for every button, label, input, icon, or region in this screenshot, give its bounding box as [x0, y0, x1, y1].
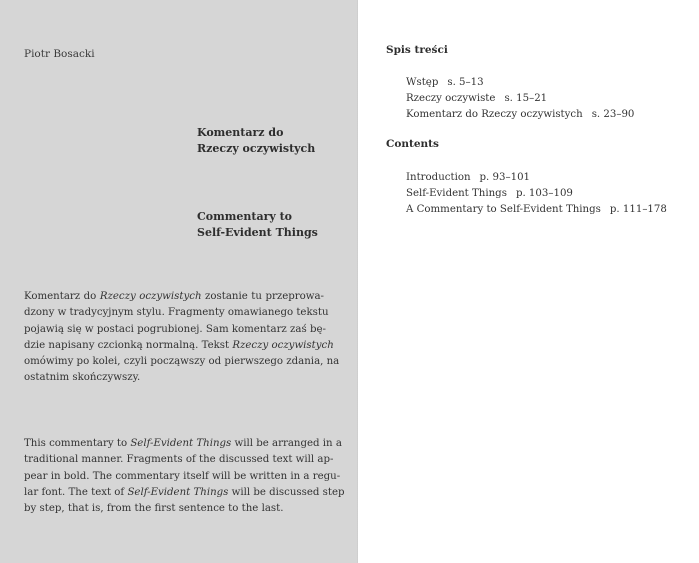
- toc-entry-pages: p. 103–109: [515, 188, 573, 199]
- italic-text-run: Self-Evident Things: [127, 486, 229, 498]
- toc-entry-title: A Commentary to Self-Evident Things: [406, 204, 601, 215]
- paragraph-line: pear in bold. The commentary itself will be written in a regu-: [24, 470, 341, 482]
- english-title-line-2: Self-Evident Things: [197, 226, 318, 239]
- toc-entry-title: Komentarz do Rzeczy oczywistych: [406, 109, 583, 120]
- toc-entry-pages: s. 23–90: [591, 109, 635, 120]
- paragraph-line: omówimy po kolei, czyli począwszy od pierwszego zdania, na: [24, 356, 340, 368]
- toc-heading-polish: Spis treści: [386, 44, 448, 56]
- toc-entry[interactable]: [406, 202, 667, 218]
- text-run: will be discussed step: [228, 486, 345, 498]
- toc-entry-title: Rzeczy oczywiste: [406, 93, 496, 104]
- english-title-line-1: Commentary to: [197, 210, 293, 223]
- toc-heading-english: Contents: [386, 138, 439, 150]
- paragraph-line: [24, 436, 342, 452]
- english-title: [197, 209, 318, 241]
- toc-list-polish: [406, 75, 634, 123]
- toc-list-english: [406, 170, 667, 218]
- polish-intro-paragraph: [24, 289, 340, 387]
- text-run: zostanie tu przeprowa-: [201, 291, 324, 302]
- text-run: lar font. The text of: [24, 486, 128, 498]
- paragraph-line: traditional manner. Fragments of the discussed text will ap-: [24, 454, 334, 466]
- english-intro-paragraph: [24, 436, 345, 517]
- paragraph-line: dzony w tradycyjnym stylu. Fragmenty omawianego tekstu: [24, 307, 329, 319]
- paragraph-line: by step, that is, from the first sentence to the last.: [24, 503, 284, 515]
- toc-entry[interactable]: [406, 91, 634, 107]
- paragraph-line: ostatnim skończywszy.: [24, 372, 141, 384]
- polish-title-line-1: Komentarz do: [197, 126, 284, 139]
- paragraph-line: [24, 338, 334, 354]
- toc-entry[interactable]: [406, 75, 634, 91]
- toc-entry[interactable]: [406, 186, 667, 202]
- toc-entry-title: Introduction: [406, 172, 471, 183]
- italic-text-run: Self-Evident Things: [130, 438, 232, 449]
- italic-text-run: Rzeczy oczywistych: [232, 339, 334, 351]
- toc-entry-pages: s. 5–13: [447, 77, 484, 88]
- paragraph-line: [24, 289, 324, 305]
- polish-title: [197, 125, 315, 157]
- right-page: [358, 0, 699, 563]
- paragraph-line: pojawią się w postaci pogrubionej. Sam komentarz zaś bę-: [24, 323, 326, 335]
- author-name: Piotr Bosacki: [24, 48, 95, 60]
- toc-entry-pages: p. 93–101: [479, 172, 531, 183]
- toc-entry[interactable]: [406, 107, 634, 123]
- text-run: Komentarz do: [24, 291, 100, 302]
- toc-entry-pages: p. 111–178: [609, 204, 667, 215]
- italic-text-run: Rzeczy oczywistych: [99, 291, 202, 302]
- toc-entry-title: Self-Evident Things: [406, 188, 507, 199]
- toc-entry[interactable]: [406, 170, 667, 186]
- polish-title-line-2: Rzeczy oczywistych: [197, 142, 316, 155]
- text-run: will be arranged in a: [231, 438, 342, 449]
- toc-entry-pages: s. 15–21: [504, 93, 548, 104]
- paragraph-line: [24, 485, 345, 501]
- text-run: This commentary to: [24, 438, 131, 449]
- toc-entry-title: Wstęp: [406, 77, 439, 88]
- text-run: dzie napisany czcionką normalną. Tekst: [24, 339, 233, 351]
